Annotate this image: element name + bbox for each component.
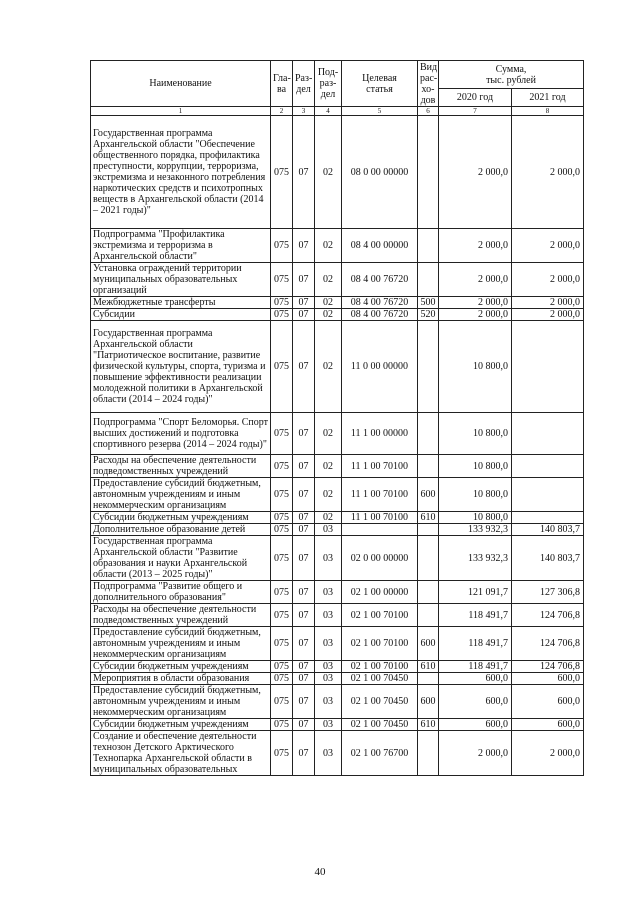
row-sum-2020: 600,0 [439, 719, 512, 731]
row-name: Подпрограмма "Профилактика экстремизма и терроризма в Архангельской области" [91, 229, 271, 263]
row-target-article: 02 1 00 00000 [342, 581, 418, 604]
column-number: 7 [439, 107, 512, 116]
row-name: Предоставление субсидий бюджетным, автономным учреждениям и иным некоммерческим организациям [91, 478, 271, 512]
row-sum-2021: 124 706,8 [512, 604, 584, 627]
row-podrazdel: 02 [315, 455, 342, 478]
row-razdel: 07 [293, 524, 315, 536]
row-expense-type [418, 321, 439, 413]
row-target-article: 11 0 00 00000 [342, 321, 418, 413]
table-row [91, 413, 584, 455]
column-number: 1 [91, 107, 271, 116]
row-expense-type [418, 604, 439, 627]
row-razdel: 07 [293, 478, 315, 512]
row-sum-2020: 2 000,0 [439, 263, 512, 297]
row-razdel: 07 [293, 116, 315, 229]
row-name: Предоставление субсидий бюджетным, автономным учреждениям и иным некоммерческим организациям [91, 627, 271, 661]
row-glava: 075 [271, 673, 293, 685]
row-name: Государственная программа Архангельской области "Развитие образования и науки Архангельской области (2013 – 2025 годы)" [91, 536, 271, 581]
row-name: Расходы на обеспечение деятельности подведомственных учреждений [91, 604, 271, 627]
row-glava: 075 [271, 116, 293, 229]
table-row [91, 685, 584, 719]
header-target-article: Целевая статья [342, 61, 418, 107]
row-sum-2020: 133 932,3 [439, 524, 512, 536]
row-podrazdel: 02 [315, 297, 342, 309]
row-sum-2020: 2 000,0 [439, 297, 512, 309]
table-row [91, 297, 584, 309]
row-expense-type [418, 116, 439, 229]
table-row [91, 719, 584, 731]
row-glava: 075 [271, 455, 293, 478]
row-sum-2020: 118 491,7 [439, 661, 512, 673]
row-expense-type: 610 [418, 719, 439, 731]
row-name: Расходы на обеспечение деятельности подведомственных учреждений [91, 455, 271, 478]
row-razdel: 07 [293, 536, 315, 581]
row-expense-type: 500 [418, 297, 439, 309]
row-expense-type: 520 [418, 309, 439, 321]
row-razdel: 07 [293, 229, 315, 263]
row-name: Создание и обеспечение деятельности технозон Детского Арктического Технопарка Архангельской области в муниципальных образовательных [91, 731, 271, 776]
row-podrazdel: 02 [315, 512, 342, 524]
table-row [91, 536, 584, 581]
table-row [91, 604, 584, 627]
row-target-article: 02 1 00 70100 [342, 604, 418, 627]
row-sum-2021: 2 000,0 [512, 297, 584, 309]
table-row [91, 263, 584, 297]
row-name: Мероприятия в области образования [91, 673, 271, 685]
budget-table [90, 60, 584, 776]
row-target-article: 02 1 00 70100 [342, 627, 418, 661]
row-sum-2021: 2 000,0 [512, 309, 584, 321]
table-row [91, 673, 584, 685]
row-sum-2021 [512, 321, 584, 413]
row-target-article: 08 4 00 00000 [342, 229, 418, 263]
table-row [91, 478, 584, 512]
row-target-article: 11 1 00 70100 [342, 455, 418, 478]
row-razdel: 07 [293, 297, 315, 309]
row-target-article: 11 1 00 00000 [342, 413, 418, 455]
column-number: 8 [512, 107, 584, 116]
row-sum-2021: 124 706,8 [512, 627, 584, 661]
row-razdel: 07 [293, 321, 315, 413]
row-expense-type [418, 524, 439, 536]
row-target-article: 08 4 00 76720 [342, 309, 418, 321]
row-glava: 075 [271, 627, 293, 661]
row-sum-2020: 10 800,0 [439, 455, 512, 478]
table-row [91, 229, 584, 263]
header-name: Наименование [91, 61, 271, 107]
row-glava: 075 [271, 731, 293, 776]
column-number: 5 [342, 107, 418, 116]
row-sum-2021 [512, 413, 584, 455]
header-glava: Гла- ва [271, 61, 293, 107]
row-name: Субсидии [91, 309, 271, 321]
row-sum-2021: 2 000,0 [512, 116, 584, 229]
row-name: Установка ограждений территории муниципальных образовательных организаций [91, 263, 271, 297]
column-number: 4 [315, 107, 342, 116]
row-target-article: 02 0 00 00000 [342, 536, 418, 581]
row-sum-2020: 10 800,0 [439, 512, 512, 524]
row-name: Предоставление субсидий бюджетным, автономным учреждениям и иным некоммерческим организациям [91, 685, 271, 719]
row-sum-2020: 10 800,0 [439, 478, 512, 512]
row-target-article: 02 1 00 70450 [342, 719, 418, 731]
row-sum-2021: 2 000,0 [512, 263, 584, 297]
row-podrazdel: 03 [315, 719, 342, 731]
row-glava: 075 [271, 581, 293, 604]
row-sum-2020: 2 000,0 [439, 116, 512, 229]
row-podrazdel: 03 [315, 524, 342, 536]
row-expense-type [418, 581, 439, 604]
row-glava: 075 [271, 229, 293, 263]
row-expense-type [418, 413, 439, 455]
column-number-row [91, 107, 584, 116]
row-glava: 075 [271, 321, 293, 413]
row-expense-type [418, 263, 439, 297]
row-sum-2021: 600,0 [512, 673, 584, 685]
row-podrazdel: 02 [315, 321, 342, 413]
row-glava: 075 [271, 524, 293, 536]
row-target-article: 08 4 00 76720 [342, 297, 418, 309]
row-expense-type: 600 [418, 627, 439, 661]
row-glava: 075 [271, 536, 293, 581]
row-podrazdel: 03 [315, 673, 342, 685]
row-glava: 075 [271, 685, 293, 719]
row-target-article: 08 4 00 76720 [342, 263, 418, 297]
row-podrazdel: 03 [315, 604, 342, 627]
row-podrazdel: 03 [315, 731, 342, 776]
row-podrazdel: 02 [315, 229, 342, 263]
table-row [91, 581, 584, 604]
row-name: Межбюджетные трансферты [91, 297, 271, 309]
row-sum-2021: 2 000,0 [512, 229, 584, 263]
row-target-article: 11 1 00 70100 [342, 512, 418, 524]
row-expense-type [418, 455, 439, 478]
row-glava: 075 [271, 478, 293, 512]
row-expense-type [418, 229, 439, 263]
row-glava: 075 [271, 661, 293, 673]
row-razdel: 07 [293, 581, 315, 604]
row-expense-type [418, 731, 439, 776]
row-sum-2021: 2 000,0 [512, 731, 584, 776]
row-glava: 075 [271, 297, 293, 309]
table-row [91, 512, 584, 524]
row-razdel: 07 [293, 685, 315, 719]
row-target-article: 02 1 00 70100 [342, 661, 418, 673]
table-row [91, 116, 584, 229]
row-name: Подпрограмма "Спорт Беломорья. Спорт высших достижений и подготовка спортивного резерва (2014 – 2024 годы)" [91, 413, 271, 455]
row-target-article [342, 524, 418, 536]
row-sum-2021 [512, 512, 584, 524]
column-number: 2 [271, 107, 293, 116]
header-year-2021: 2021 год [512, 89, 584, 107]
row-razdel: 07 [293, 413, 315, 455]
row-name: Субсидии бюджетным учреждениям [91, 661, 271, 673]
row-target-article: 08 0 00 00000 [342, 116, 418, 229]
row-sum-2021: 140 803,7 [512, 524, 584, 536]
row-sum-2020: 2 000,0 [439, 309, 512, 321]
row-glava: 075 [271, 263, 293, 297]
row-razdel: 07 [293, 719, 315, 731]
row-podrazdel: 02 [315, 263, 342, 297]
row-razdel: 07 [293, 263, 315, 297]
row-sum-2020: 10 800,0 [439, 413, 512, 455]
row-target-article: 11 1 00 70100 [342, 478, 418, 512]
header-podrazdel: Под- раз- дел [315, 61, 342, 107]
page-number: 40 [314, 866, 326, 878]
row-sum-2021: 140 803,7 [512, 536, 584, 581]
row-podrazdel: 02 [315, 478, 342, 512]
header-expense-type: Вид рас- хо- дов [418, 61, 439, 107]
row-sum-2021 [512, 455, 584, 478]
header-year-2020: 2020 год [439, 89, 512, 107]
row-expense-type [418, 536, 439, 581]
row-sum-2020: 10 800,0 [439, 321, 512, 413]
row-glava: 075 [271, 309, 293, 321]
budget-table-container [90, 60, 583, 776]
row-sum-2020: 118 491,7 [439, 627, 512, 661]
row-podrazdel: 02 [315, 413, 342, 455]
row-podrazdel: 03 [315, 685, 342, 719]
row-sum-2021 [512, 478, 584, 512]
row-name: Дополнительное образование детей [91, 524, 271, 536]
row-sum-2021: 600,0 [512, 719, 584, 731]
table-body [91, 116, 584, 776]
row-expense-type: 600 [418, 685, 439, 719]
column-number: 3 [293, 107, 315, 116]
table-row [91, 661, 584, 673]
row-expense-type [418, 673, 439, 685]
row-target-article: 02 1 00 76700 [342, 731, 418, 776]
row-sum-2020: 2 000,0 [439, 731, 512, 776]
row-sum-2020: 118 491,7 [439, 604, 512, 627]
header-razdel: Раз- дел [293, 61, 315, 107]
row-razdel: 07 [293, 731, 315, 776]
row-podrazdel: 03 [315, 627, 342, 661]
row-razdel: 07 [293, 673, 315, 685]
row-sum-2020: 2 000,0 [439, 229, 512, 263]
row-target-article: 02 1 00 70450 [342, 673, 418, 685]
row-razdel: 07 [293, 661, 315, 673]
row-name: Государственная программа Архангельской области "Патриотическое воспитание, развитие физической культуры, спорта, туризма и повышение эффективности реализации молодежной политики в Архангельской области (2014 – 2024 годы)" [91, 321, 271, 413]
row-name: Подпрограмма "Развитие общего и дополнительного образования" [91, 581, 271, 604]
row-razdel: 07 [293, 604, 315, 627]
row-glava: 075 [271, 604, 293, 627]
column-number: 6 [418, 107, 439, 116]
table-row [91, 627, 584, 661]
table-row [91, 321, 584, 413]
row-podrazdel: 03 [315, 581, 342, 604]
row-expense-type: 610 [418, 512, 439, 524]
table-row [91, 524, 584, 536]
row-name: Государственная программа Архангельской области "Обеспечение общественного порядка, профилактика преступности, коррупции, терроризма, экстремизма и незаконного потребления наркотических средств и психотропных веществ в Архангельской области (2014 – 2021 годы)" [91, 116, 271, 229]
row-podrazdel: 03 [315, 536, 342, 581]
row-sum-2020: 600,0 [439, 685, 512, 719]
row-expense-type: 610 [418, 661, 439, 673]
row-expense-type: 600 [418, 478, 439, 512]
header-sum: Сумма, тыс. рублей [439, 61, 584, 89]
row-razdel: 07 [293, 627, 315, 661]
row-glava: 075 [271, 512, 293, 524]
row-glava: 075 [271, 719, 293, 731]
row-sum-2020: 600,0 [439, 673, 512, 685]
row-sum-2021: 600,0 [512, 685, 584, 719]
row-target-article: 02 1 00 70450 [342, 685, 418, 719]
table-row [91, 731, 584, 776]
table-row [91, 455, 584, 478]
row-razdel: 07 [293, 309, 315, 321]
row-razdel: 07 [293, 512, 315, 524]
row-sum-2020: 121 091,7 [439, 581, 512, 604]
row-sum-2021: 127 306,8 [512, 581, 584, 604]
row-razdel: 07 [293, 455, 315, 478]
row-name: Субсидии бюджетным учреждениям [91, 512, 271, 524]
row-sum-2021: 124 706,8 [512, 661, 584, 673]
row-name: Субсидии бюджетным учреждениям [91, 719, 271, 731]
row-sum-2020: 133 932,3 [439, 536, 512, 581]
row-podrazdel: 03 [315, 661, 342, 673]
table-row [91, 309, 584, 321]
row-podrazdel: 02 [315, 309, 342, 321]
row-glava: 075 [271, 413, 293, 455]
row-podrazdel: 02 [315, 116, 342, 229]
